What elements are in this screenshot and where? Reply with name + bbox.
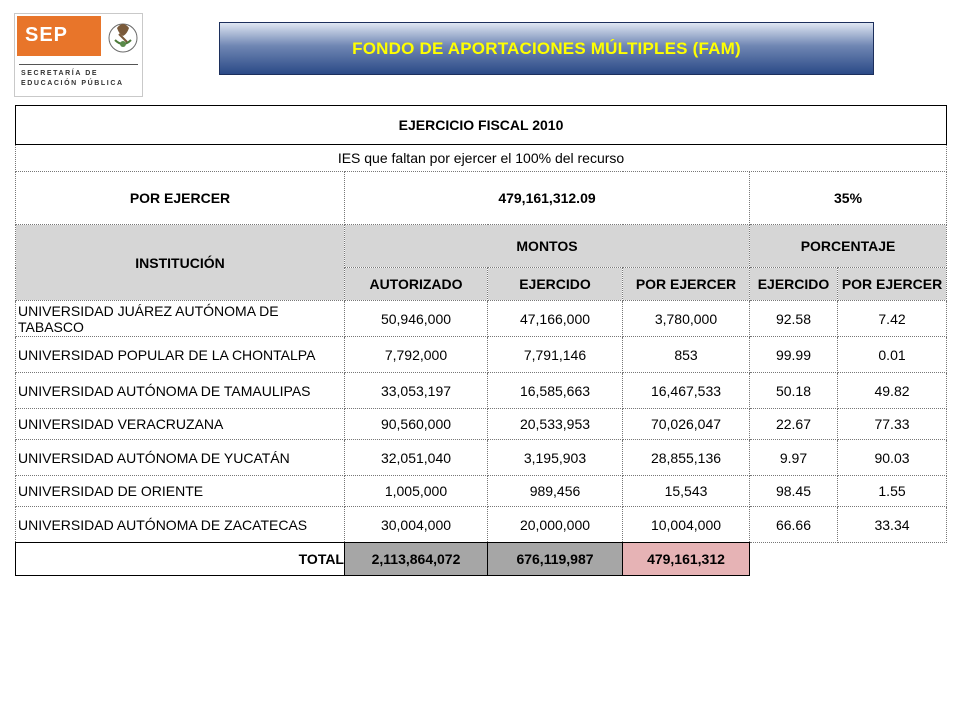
pct-por-ejercer-cell: 90.03 [838, 440, 947, 476]
por-ejercer-cell: 853 [623, 337, 750, 373]
institution-name: UNIVERSIDAD AUTÓNOMA DE TAMAULIPAS [16, 373, 345, 409]
pct-por-ejercer-cell: 77.33 [838, 409, 947, 440]
table-row [16, 373, 947, 409]
autorizado-cell: 90,560,000 [345, 409, 488, 440]
por-ejercer-cell: 10,004,000 [623, 507, 750, 543]
autorizado-cell: 33,053,197 [345, 373, 488, 409]
total-autorizado: 2,113,864,072 [345, 543, 488, 576]
banner-title: FONDO DE APORTACIONES MÚLTIPLES (FAM) [352, 38, 741, 58]
ejercido-cell: 16,585,663 [488, 373, 623, 409]
por-ejercer-amount: 479,161,312.09 [345, 172, 750, 225]
pct-ejercido-cell: 50.18 [750, 373, 838, 409]
header-ejercido: EJERCIDO [488, 268, 623, 301]
header-montos: MONTOS [345, 225, 750, 268]
pct-ejercido-cell: 98.45 [750, 476, 838, 507]
header-por-ejercer: POR EJERCER [623, 268, 750, 301]
institution-name: UNIVERSIDAD AUTÓNOMA DE ZACATECAS [16, 507, 345, 543]
sep-logo-divider [19, 64, 138, 65]
ejercido-cell: 20,533,953 [488, 409, 623, 440]
institution-name: UNIVERSIDAD VERACRUZANA [16, 409, 345, 440]
ejercido-cell: 47,166,000 [488, 301, 623, 337]
header-institucion: INSTITUCIÓN [16, 225, 345, 301]
ejercido-cell: 989,456 [488, 476, 623, 507]
autorizado-cell: 30,004,000 [345, 507, 488, 543]
pct-por-ejercer-cell: 49.82 [838, 373, 947, 409]
table-row [16, 440, 947, 476]
institution-name: UNIVERSIDAD POPULAR DE LA CHONTALPA [16, 337, 345, 373]
por-ejercer-cell: 15,543 [623, 476, 750, 507]
autorizado-cell: 32,051,040 [345, 440, 488, 476]
table-row [16, 507, 947, 543]
ejercido-cell: 20,000,000 [488, 507, 623, 543]
table-row [16, 337, 947, 373]
header-banner [219, 22, 874, 75]
ejercido-cell: 3,195,903 [488, 440, 623, 476]
pct-por-ejercer-cell: 33.34 [838, 507, 947, 543]
sep-logo-orange-block [17, 16, 101, 56]
table-row [16, 476, 947, 507]
sep-logo-text: SEP [25, 24, 69, 46]
table-row [16, 301, 947, 337]
institution-name: UNIVERSIDAD JUÁREZ AUTÓNOMA DE TABASCO [16, 301, 345, 337]
fiscal-table [15, 105, 947, 576]
autorizado-cell: 50,946,000 [345, 301, 488, 337]
sep-logo-line1: SECRETARÍA DE [21, 70, 99, 77]
total-por-ejercer: 479,161,312 [623, 543, 750, 576]
por-ejercer-label: POR EJERCER [16, 172, 345, 225]
pct-ejercido-cell: 99.99 [750, 337, 838, 373]
table-subtitle: IES que faltan por ejercer el 100% del recurso [16, 145, 947, 172]
pct-por-ejercer-cell: 0.01 [838, 337, 947, 373]
pct-por-ejercer-cell: 1.55 [838, 476, 947, 507]
pct-ejercido-cell: 66.66 [750, 507, 838, 543]
por-ejercer-cell: 16,467,533 [623, 373, 750, 409]
total-empty-cell [838, 543, 947, 576]
header-porcentaje: PORCENTAJE [750, 225, 947, 268]
header-pct-por-ejercer: POR EJERCER [838, 268, 947, 301]
table-row [16, 409, 947, 440]
pct-ejercido-cell: 22.67 [750, 409, 838, 440]
pct-ejercido-cell: 92.58 [750, 301, 838, 337]
mexican-eagle-seal-icon [105, 16, 141, 56]
total-empty-cell [750, 543, 838, 576]
total-row [16, 543, 947, 576]
por-ejercer-percent: 35% [750, 172, 947, 225]
sep-logo-line2: EDUCACIÓN PÚBLICA [21, 80, 124, 87]
por-ejercer-cell: 3,780,000 [623, 301, 750, 337]
por-ejercer-cell: 70,026,047 [623, 409, 750, 440]
ejercido-cell: 7,791,146 [488, 337, 623, 373]
table-title: EJERCICIO FISCAL 2010 [16, 106, 947, 145]
sep-logo-subtitle [21, 69, 124, 89]
header-autorizado: AUTORIZADO [345, 268, 488, 301]
por-ejercer-cell: 28,855,136 [623, 440, 750, 476]
total-label: TOTAL [16, 543, 345, 576]
institution-name: UNIVERSIDAD AUTÓNOMA DE YUCATÁN [16, 440, 345, 476]
autorizado-cell: 7,792,000 [345, 337, 488, 373]
total-ejercido: 676,119,987 [488, 543, 623, 576]
pct-ejercido-cell: 9.97 [750, 440, 838, 476]
institution-name: UNIVERSIDAD DE ORIENTE [16, 476, 345, 507]
pct-por-ejercer-cell: 7.42 [838, 301, 947, 337]
autorizado-cell: 1,005,000 [345, 476, 488, 507]
header-pct-ejercido: EJERCIDO [750, 268, 838, 301]
sep-logo [14, 13, 143, 97]
